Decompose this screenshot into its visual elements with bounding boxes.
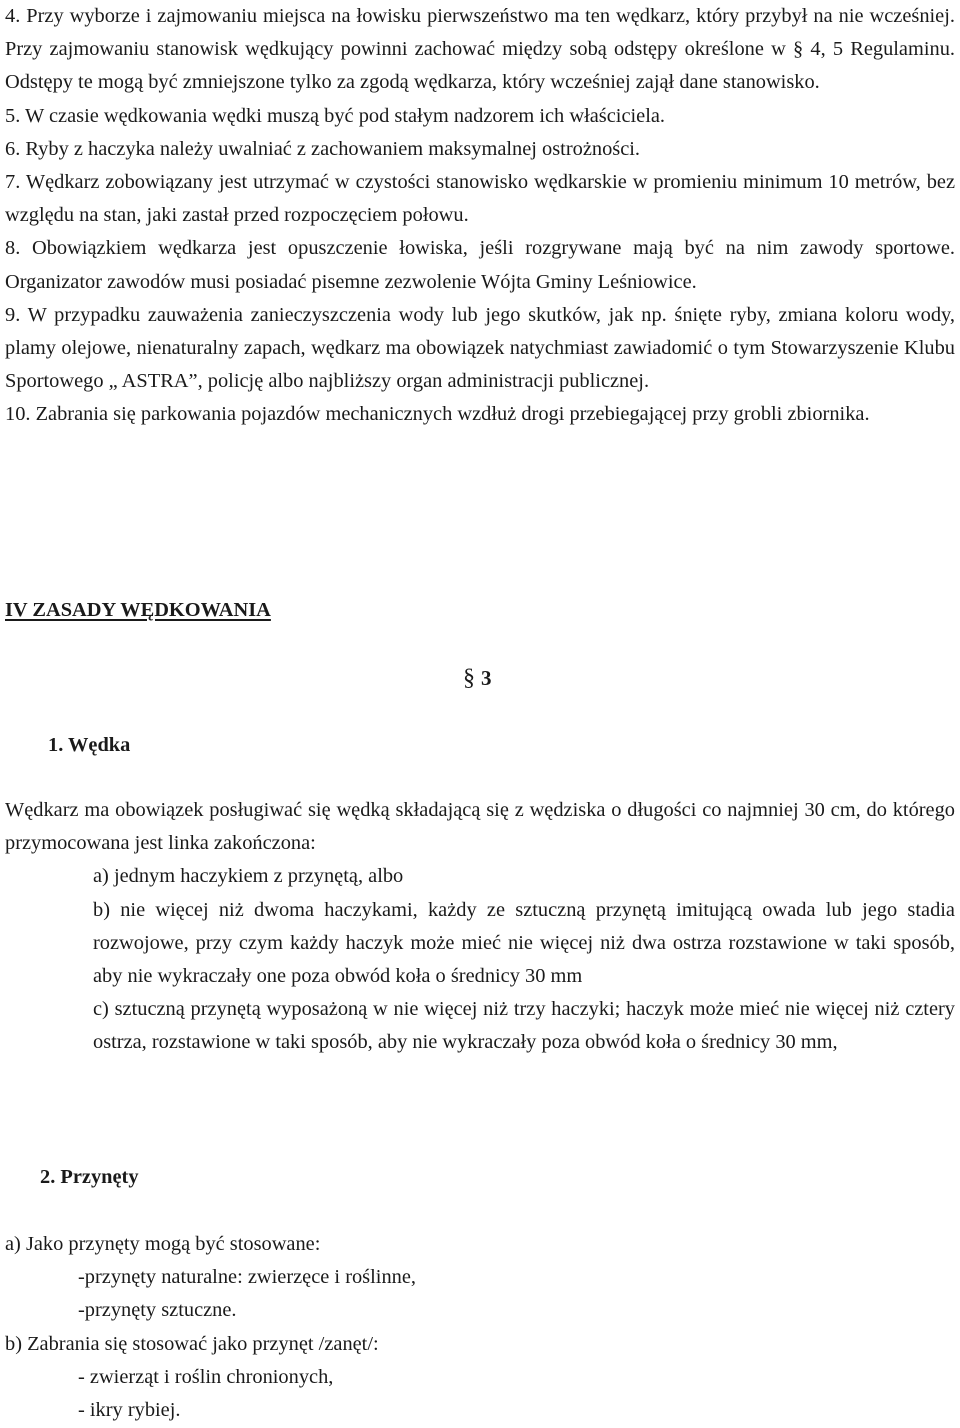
paragraph-symbol: §	[463, 665, 475, 691]
przynety-b-item: - zwierząt i roślin chronionych,	[78, 1365, 334, 1388]
rule-4: 4. Przy wyborze i zajmowaniu miejsca na łowisku pierwszeństwo ma ten wędkarz, który przybył na nie wcześniej. Przy zajmowaniu stanowisk wędkujący powinni zachować między sobą odstępy określone w § 4, 5 Regulaminu. Odstępy te mogą być zmniejszone tylko za zgodą wędkarza, który wcześniej zajął dane stanowisko.	[5, 5, 955, 94]
wedka-item-b: b) nie więcej niż dwoma haczykami, każdy ze sztuczną przynętą imitującą owada lub jego stadia rozwojowe, przy czym każdy haczyk może mieć nie więcej niż dwa ostrza rozstawione w taki sposób, aby nie wykraczały one poza obwód koła o średnicy 30 mm	[93, 898, 955, 988]
wedka-heading: 1. Wędka	[48, 734, 131, 756]
wedka-item-a: a) jednym haczykiem z przynętą, albo	[93, 865, 404, 888]
rule-9: 9. W przypadku zauważenia zanieczyszczenia wody lub jego skutków, jak np. śnięte ryby, zmiana koloru wody, plamy olejowe, nienaturalny zapach, wędkarz ma obowiązek natychmiast zawiadomić o tym Stowarzyszenie Klubu Sportowego „ ASTRA”, policję albo najbliższy organ administracji publicznej.	[5, 303, 955, 393]
paragraph-mark	[463, 662, 492, 695]
przynety-a-label: a) Jako przynęty mogą być stosowane:	[5, 1233, 321, 1255]
rule-8: 8. Obowiązkiem wędkarza jest opuszczenie łowiska, jeśli rozgrywane mają być na nim zawody sportowe. Organizator zawodów musi posiadać pisemne zezwolenie Wójta Gminy Leśniowice.	[5, 237, 955, 293]
przynety-b-item: - ikry rybiej.	[78, 1399, 181, 1422]
przynety-heading: 2. Przynęty	[40, 1166, 139, 1188]
przynety-body	[5, 1228, 955, 1427]
section-title: IV ZASADY WĘDKOWANIA	[5, 599, 271, 621]
wedka-body	[5, 794, 955, 1060]
rule-7: 7. Wędkarz zobowiązany jest utrzymać w czystości stanowisko wędkarskie w promieniu minimum 10 metrów, bez względu na stan, jaki zastał przed rozpoczęciem połowu.	[5, 171, 955, 227]
rule-5: 5. W czasie wędkowania wędki muszą być pod stałym nadzorem ich właściciela.	[5, 104, 666, 127]
przynety-a-item: -przynęty naturalne: zwierzęce i roślinne,	[78, 1266, 416, 1289]
rule-6: 6. Ryby z haczyka należy uwalniać z zachowaniem maksymalnej ostrożności.	[5, 137, 641, 160]
wedka-intro: Wędkarz ma obowiązek posługiwać się wędką składającą się z wędziska o długości co najmniej 30 cm, do którego przymocowana jest linka zakończona:	[5, 799, 955, 855]
paragraph-number: 3	[481, 666, 492, 690]
przynety-b-label: b) Zabrania się stosować jako przynęt /zanęt/:	[5, 1332, 379, 1355]
rules-list	[5, 0, 955, 432]
rule-10: 10. Zabrania się parkowania pojazdów mechanicznych wzdłuż drogi przebiegającej przy grobli zbiornika.	[5, 403, 870, 426]
wedka-item-c: c) sztuczną przynętą wyposażoną w nie więcej niż trzy haczyki; haczyk może mieć nie więcej niż cztery ostrza, rozstawione w taki sposób, aby nie wykraczały poza obwód koła o średnicy 30 mm,	[93, 998, 955, 1054]
przynety-a-item: -przynęty sztuczne.	[78, 1299, 237, 1322]
